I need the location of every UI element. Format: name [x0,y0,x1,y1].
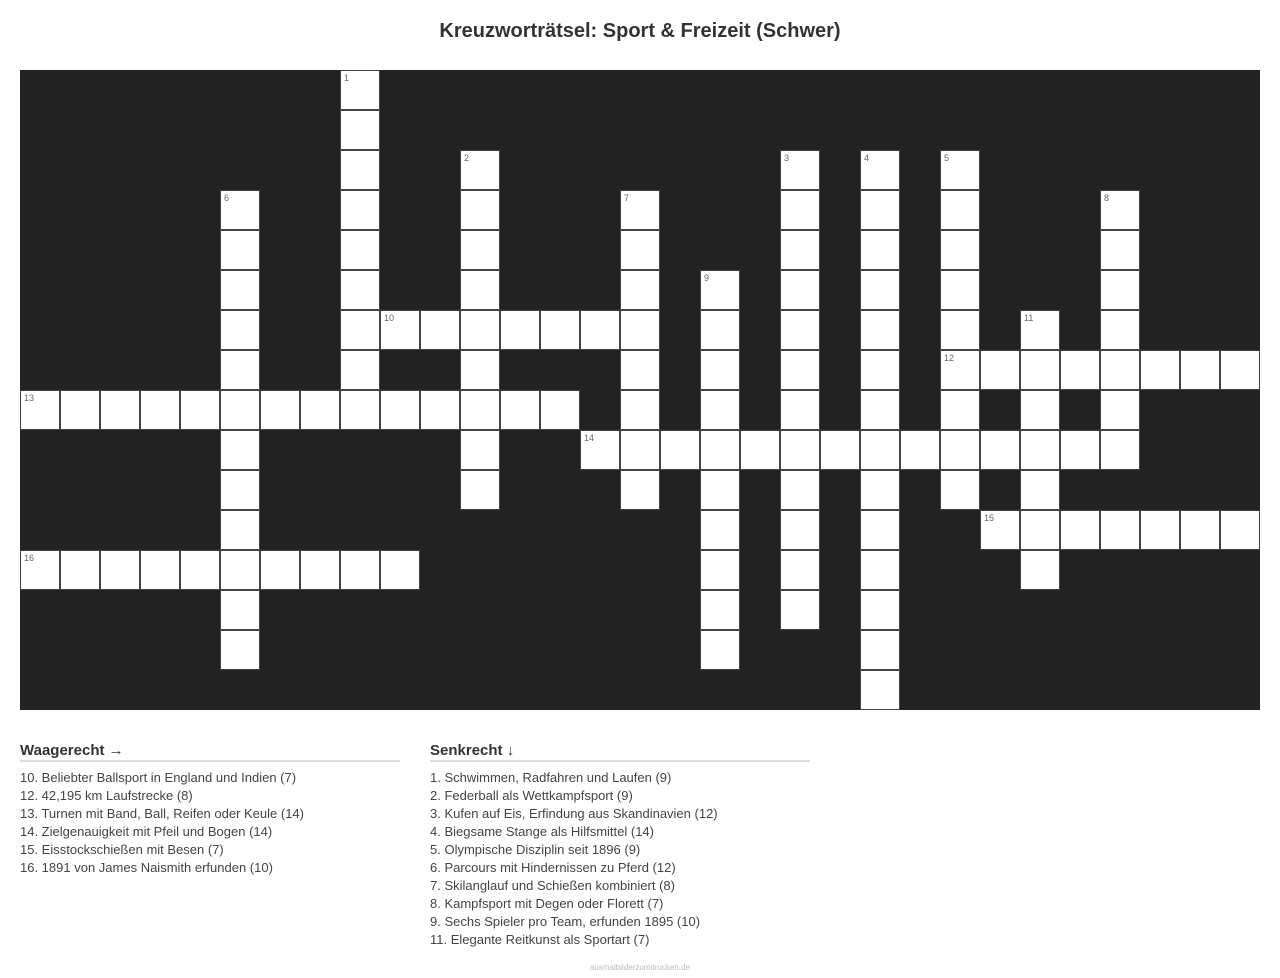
grid-cell[interactable] [940,310,980,350]
grid-cell[interactable] [980,350,1020,390]
clue-item: 11. Elegante Reitkunst als Sportart (7) [430,932,650,947]
grid-cell[interactable] [860,630,900,670]
grid-cell[interactable] [620,270,660,310]
grid-cell[interactable] [220,630,260,670]
grid-cell[interactable] [1100,390,1140,430]
grid-cell[interactable] [700,630,740,670]
grid-cell[interactable] [340,550,380,590]
clue-item: 7. Skilanglauf und Schießen kombiniert (8) [430,878,675,893]
grid-cell[interactable] [100,390,140,430]
grid-cell[interactable] [620,470,660,510]
grid-cell[interactable] [460,430,500,470]
clue-number: 13 [24,393,35,403]
down-clues-panel [430,742,810,949]
grid-cell[interactable] [1180,510,1220,550]
grid-cell[interactable] [340,190,380,230]
clue-item: 4. Biegsame Stange als Hilfsmittel (14) [430,824,654,839]
grid-cell[interactable] [700,350,740,390]
clue-number: 7 [624,193,630,203]
grid-cell[interactable] [180,390,220,430]
grid-cell[interactable] [1100,310,1140,350]
clue-number: 8 [1104,193,1110,203]
grid-cell[interactable] [1020,430,1060,470]
grid-cell[interactable] [780,190,820,230]
grid-cell[interactable] [220,470,260,510]
grid-cell[interactable] [340,350,380,390]
grid-cell[interactable] [740,430,780,470]
grid-cell[interactable] [940,350,980,390]
down-clue-list [430,769,810,949]
grid-cell[interactable] [780,230,820,270]
grid-cell[interactable] [140,390,180,430]
grid-cell[interactable] [460,310,500,350]
grid-cell[interactable] [1020,470,1060,510]
clue-item: 6. Parcours mit Hindernissen zu Pferd (12) [430,860,676,875]
clue-number: 9 [704,273,710,283]
grid-cell[interactable] [380,390,420,430]
grid-cell[interactable] [620,350,660,390]
grid-cell[interactable] [940,470,980,510]
grid-cell[interactable] [780,510,820,550]
clue-item: 9. Sechs Spieler pro Team, erfunden 1895 (10) [430,914,701,929]
grid-cell[interactable] [1020,510,1060,550]
clue-number: 14 [584,433,595,443]
grid-cell[interactable] [340,230,380,270]
grid-cell[interactable] [940,390,980,430]
clue-item: 5. Olympische Disziplin seit 1896 (9) [430,842,641,857]
grid-cell[interactable] [700,430,740,470]
grid-cell[interactable] [700,590,740,630]
grid-cell[interactable] [460,230,500,270]
grid-cell[interactable] [1020,550,1060,590]
grid-cell[interactable] [700,270,740,310]
grid-cell[interactable] [1020,310,1060,350]
clue-number: 10 [384,313,395,323]
grid-cell[interactable] [1180,350,1220,390]
grid-cell[interactable] [860,470,900,510]
grid-cell[interactable] [1100,270,1140,310]
grid-cell[interactable] [20,550,60,590]
grid-cell[interactable] [860,310,900,350]
grid-cell[interactable] [900,430,940,470]
grid-cell[interactable] [860,430,900,470]
grid-cell[interactable] [220,430,260,470]
clue-item: 16. 1891 von James Naismith erfunden (10) [20,860,273,875]
grid-cell[interactable] [420,390,460,430]
grid-cell[interactable] [460,150,500,190]
puzzle-title: Kreuzworträtsel: Sport & Freizeit (Schwer) [439,20,841,42]
across-clue-list [20,769,400,877]
clue-item: 10. Beliebter Ballsport in England und Indien (7) [20,770,297,785]
grid-cell[interactable] [540,390,580,430]
grid-cell[interactable] [60,390,100,430]
grid-cell[interactable] [300,390,340,430]
grid-cell[interactable] [1100,430,1140,470]
grid-cell[interactable] [860,510,900,550]
grid-cell[interactable] [780,350,820,390]
grid-cell[interactable] [500,310,540,350]
grid-cell[interactable] [340,270,380,310]
crossword-grid [20,70,1260,710]
grid-cell[interactable] [220,390,260,430]
grid-cell[interactable] [780,150,820,190]
clue-number: 11 [1024,313,1034,323]
grid-cell[interactable] [780,470,820,510]
grid-cell[interactable] [180,550,220,590]
grid-cell[interactable] [580,430,620,470]
grid-cell[interactable] [140,550,180,590]
clue-item: 1. Schwimmen, Radfahren und Laufen (9) [430,770,672,785]
grid-cell[interactable] [780,590,820,630]
grid-cell[interactable] [220,510,260,550]
grid-cell[interactable] [1140,510,1180,550]
grid-cell[interactable] [220,230,260,270]
clue-item: 12. 42,195 km Laufstrecke (8) [20,788,193,803]
across-heading: Waagerecht → [20,742,400,762]
grid-cell[interactable] [700,470,740,510]
grid-cell[interactable] [860,270,900,310]
grid-cell[interactable] [100,550,140,590]
grid-cell[interactable] [220,310,260,350]
grid-cell[interactable] [860,350,900,390]
grid-cell[interactable] [780,270,820,310]
grid-cell[interactable] [460,270,500,310]
grid-cell[interactable] [300,550,340,590]
grid-cell[interactable] [860,390,900,430]
grid-cell[interactable] [340,110,380,150]
grid-cell[interactable] [500,390,540,430]
grid-cell[interactable] [780,310,820,350]
grid-cell[interactable] [1220,350,1260,390]
grid-cell[interactable] [700,310,740,350]
grid-cell[interactable] [780,550,820,590]
grid-cell[interactable] [220,190,260,230]
grid-cell[interactable] [340,390,380,430]
grid-cell[interactable] [20,390,60,430]
grid-cell[interactable] [540,310,580,350]
clue-item: 14. Zielgenauigkeit mit Pfeil und Bogen (14) [20,824,273,839]
grid-cell[interactable] [780,430,820,470]
clue-number: 5 [944,153,950,163]
grid-cell[interactable] [380,310,420,350]
across-clues-panel [20,742,400,877]
grid-cell[interactable] [460,350,500,390]
grid-cell[interactable] [340,70,380,110]
clue-number: 15 [984,513,995,523]
grid-cell[interactable] [980,510,1020,550]
grid-cell[interactable] [860,190,900,230]
grid-cell[interactable] [940,430,980,470]
grid-cell[interactable] [860,590,900,630]
grid-cell[interactable] [340,150,380,190]
grid-cell[interactable] [1060,510,1100,550]
clue-item: 15. Eisstockschießen mit Besen (7) [20,842,224,857]
grid-cell[interactable] [700,390,740,430]
grid-cell[interactable] [860,550,900,590]
grid-cell[interactable] [260,550,300,590]
grid-cell[interactable] [980,430,1020,470]
clue-item: 13. Turnen mit Band, Ball, Reifen oder Keule (14) [20,806,304,821]
grid-cell[interactable] [940,190,980,230]
grid-cell[interactable] [1100,350,1140,390]
grid-cell[interactable] [580,310,620,350]
clue-number: 6 [224,193,230,203]
grid-cell[interactable] [860,670,900,710]
grid-cell[interactable] [1100,190,1140,230]
clue-number: 2 [464,153,470,163]
down-heading: Senkrecht ↓ [430,742,810,762]
grid-cell[interactable] [780,390,820,430]
grid-cell[interactable] [1100,230,1140,270]
grid-cell[interactable] [940,270,980,310]
grid-cell[interactable] [620,190,660,230]
grid-cell[interactable] [1140,350,1180,390]
clue-item: 3. Kufen auf Eis, Erfindung aus Skandinavien (12) [430,806,718,821]
grid-cell[interactable] [340,310,380,350]
grid-cell[interactable] [1020,350,1060,390]
grid-cell[interactable] [1060,430,1100,470]
grid-cell[interactable] [460,390,500,430]
grid-cell[interactable] [60,550,100,590]
grid-cell[interactable] [220,590,260,630]
grid-cell[interactable] [620,230,660,270]
grid-cell[interactable] [1100,510,1140,550]
clue-number: 4 [864,153,870,163]
clue-item: 8. Kampfsport mit Degen oder Florett (7) [430,896,664,911]
grid-cell[interactable] [1060,350,1100,390]
clue-number: 3 [784,153,790,163]
grid-cell[interactable] [700,550,740,590]
grid-cell[interactable] [620,310,660,350]
grid-cell[interactable] [1220,510,1260,550]
grid-cell[interactable] [380,550,420,590]
grid-cell[interactable] [620,430,660,470]
grid-cell[interactable] [620,390,660,430]
clue-number: 1 [344,73,350,83]
footer-credit: ausmalbilderzumdrucken.de [589,963,691,972]
grid-cell[interactable] [660,430,700,470]
grid-cell[interactable] [820,430,860,470]
clue-number: 12 [944,353,955,363]
grid-cell[interactable] [940,150,980,190]
clue-item: 2. Federball als Wettkampfsport (9) [430,788,633,803]
grid-cell[interactable] [940,230,980,270]
grid-cell[interactable] [220,550,260,590]
grid-cell[interactable] [860,150,900,190]
grid-cell[interactable] [460,190,500,230]
grid-cell[interactable] [860,230,900,270]
grid-cell[interactable] [220,270,260,310]
grid-cell[interactable] [700,510,740,550]
grid-cell[interactable] [220,350,260,390]
grid-cell[interactable] [260,390,300,430]
grid-cell[interactable] [460,470,500,510]
grid-cell[interactable] [1020,390,1060,430]
grid-cell[interactable] [420,310,460,350]
clue-number: 16 [24,553,35,563]
